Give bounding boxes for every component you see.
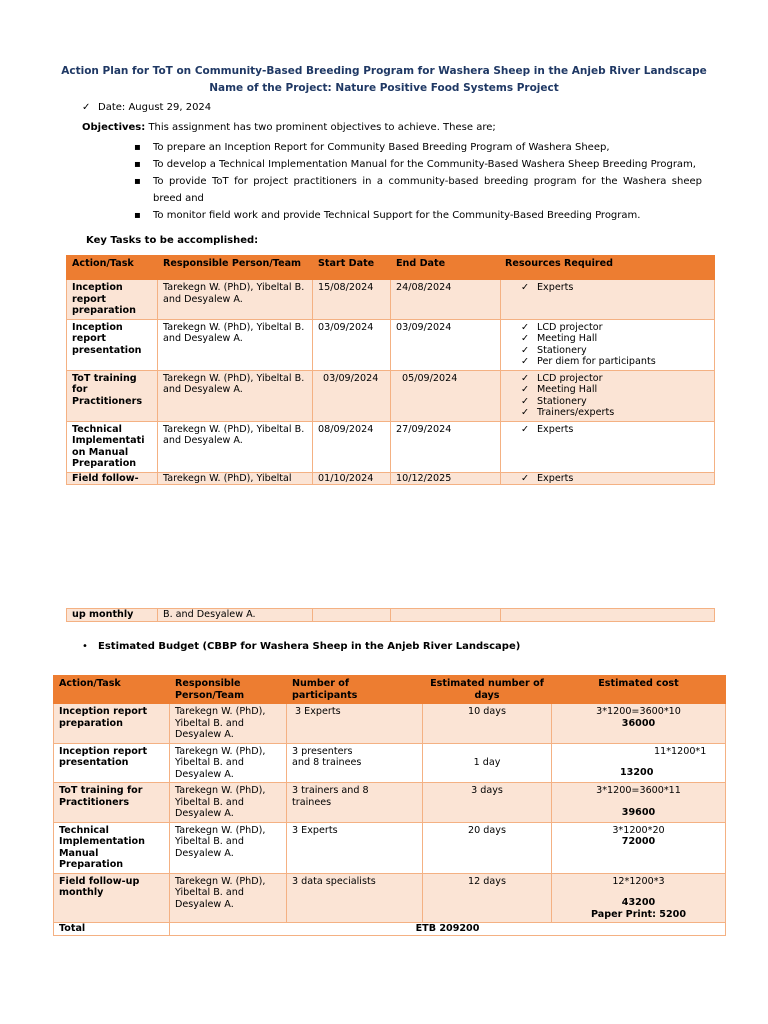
column-header: Estimated cost (552, 676, 726, 704)
table-row (67, 609, 715, 622)
cost-cell (552, 704, 726, 744)
cost-total: 72000 (621, 836, 656, 847)
cost-formula: 3*1200=3600*10 (596, 706, 681, 717)
task-cell: Inception report presentation (54, 743, 170, 783)
end-date-cell: 05/09/2024 (391, 370, 501, 421)
days-cell: 1 day (423, 743, 552, 783)
end-date-cell: 03/09/2024 (391, 319, 501, 370)
person-cell: Tarekegn W. (PhD), Yibeltal B. and Desyalew A. (158, 280, 313, 320)
resources-cell (501, 319, 715, 370)
start-date-cell: 03/09/2024 (313, 370, 391, 421)
cost-cell (552, 783, 726, 823)
cost-total: 36000 (621, 717, 656, 729)
action-plan-table (66, 255, 715, 485)
table-row (67, 280, 715, 320)
resource-item: ✓ Stationery (521, 345, 709, 357)
objective-item: ▪ To provide ToT for project practitioners in a community-based breeding program for the Washera sheep breed and (134, 173, 702, 207)
person-cell: Tarekegn W. (PhD), Yibeltal B. and Desyalew A. (158, 421, 313, 472)
column-header: Responsible Person/Team (158, 256, 313, 280)
task-cell: Inception report preparation (67, 280, 158, 320)
cost-total: 13200 (620, 767, 654, 778)
person-cell: Tarekegn W. (PhD), Yibeltal B. and Desyalew A. (170, 704, 287, 744)
cost-total: 39600 (621, 806, 656, 818)
person-cell: Tarekegn W. (PhD), Yibeltal B. and Desyalew A. (158, 370, 313, 421)
budget-table (53, 675, 726, 936)
start-date-cell: 15/08/2024 (313, 280, 391, 320)
objectives-intro-text: This assignment has two prominent objectives to achieve. These are; (145, 122, 496, 133)
table-row (54, 743, 726, 783)
table-row (67, 421, 715, 472)
end-date-cell: 27/09/2024 (391, 421, 501, 472)
resources-cell (501, 472, 715, 485)
start-date-cell: 03/09/2024 (313, 319, 391, 370)
end-date-cell: 24/08/2024 (391, 280, 501, 320)
column-header: Resources Required (501, 256, 715, 280)
table-header-row (67, 256, 715, 280)
column-header: Action/Task (67, 256, 158, 280)
cost-formula: 11*1200*1 (654, 745, 707, 757)
resource-item: ✓ Experts (521, 424, 709, 436)
start-date-cell: 08/09/2024 (313, 421, 391, 472)
budget-heading-text: Estimated Budget (CBBP for Washera Sheep in the Anjeb River Landscape) (98, 641, 521, 652)
participants-text: 3 trainers and 8 trainees (292, 785, 369, 808)
resource-item: ✓ Experts (521, 473, 709, 485)
resource-item: ✓ Per diem for participants (521, 356, 709, 368)
table-row (54, 873, 726, 923)
cost-extra: Paper Print: 5200 (590, 908, 687, 920)
participants-cell: 3 Experts (287, 704, 423, 744)
resource-item: ✓ Meeting Hall (521, 384, 709, 396)
document-title: Action Plan for ToT on Community-Based Breeding Program for Washera Sheep in the Anjeb River Landscape (61, 65, 707, 77)
person-cell: Tarekegn W. (PhD), Yibeltal B. and Desyalew A. (170, 783, 287, 823)
participants-cell: 3 Experts (287, 822, 423, 873)
objectives-intro (82, 122, 712, 133)
key-tasks-heading: Key Tasks to be accomplished: (86, 235, 259, 246)
resource-item: ✓ Meeting Hall (521, 333, 709, 345)
action-plan-table-continued (66, 608, 715, 622)
table-row (67, 319, 715, 370)
project-name: Name of the Project: Nature Positive Food Systems Project (209, 82, 559, 94)
budget-heading (82, 641, 520, 652)
column-header: Number of participants (287, 676, 423, 704)
resources-cell (501, 280, 715, 320)
cost-total: 43200 (621, 897, 656, 908)
resource-item: ✓ Stationery (521, 396, 709, 408)
person-cell: Tarekegn W. (PhD), Yibeltal B. and Desyalew A. (170, 822, 287, 873)
end-date-cell: 10/12/2025 (391, 472, 501, 485)
days-cell: 20 days (423, 822, 552, 873)
person-cell: Tarekegn W. (PhD), Yibeltal B. and Desyalew A. (170, 743, 287, 783)
cost-formula: 3*1200*20 (612, 824, 665, 836)
cost-formula: 12*1200*3 (612, 875, 665, 887)
objective-item: ▪ To prepare an Inception Report for Community Based Breeding Program of Washera Sheep, (134, 139, 702, 156)
table-row (67, 472, 715, 485)
table-header-row (54, 676, 726, 704)
column-header: Start Date (313, 256, 391, 280)
person-cell: Tarekegn W. (PhD), Yibeltal (158, 472, 313, 485)
resources-cell (501, 609, 715, 622)
person-cell: B. and Desyalew A. (158, 609, 313, 622)
participants-text: 3 presenters and 8 trainees (292, 745, 362, 768)
days-cell: 12 days (423, 873, 552, 923)
task-cell: Technical Implementati on Manual Preparation (67, 421, 158, 472)
total-value: ETB 209200 (170, 923, 726, 936)
resource-item: ✓ Experts (521, 282, 709, 294)
task-cell: Technical Implementation Manual Preparation (54, 822, 170, 873)
objective-item: ▪ To monitor field work and provide Technical Support for the Community-Based Breeding Program. (134, 207, 702, 224)
objectives-label: Objectives: (82, 122, 146, 133)
person-cell: Tarekegn W. (PhD), Yibeltal B. and Desyalew A. (170, 873, 287, 923)
task-cell: ToT training for Practitioners (67, 370, 158, 421)
date-line (82, 102, 211, 113)
table-row (67, 370, 715, 421)
participants-cell: 3 data specialists (287, 873, 423, 923)
task-cell: up monthly (67, 609, 158, 622)
objective-item: ▪ To develop a Technical Implementation Manual for the Community-Based Washera Sheep Breeding Program, (134, 156, 702, 173)
cost-cell (552, 873, 726, 923)
objectives-list (134, 139, 702, 224)
cost-cell (552, 743, 726, 783)
cost-formula: 3*1200=3600*11 (596, 785, 681, 796)
total-label: Total (54, 923, 170, 936)
checkmark-icon: ✓ (82, 102, 91, 113)
participants-cell (287, 783, 423, 823)
resource-item: ✓ LCD projector (521, 373, 709, 385)
task-cell: Field follow-up monthly (54, 873, 170, 923)
column-header: Responsible Person/Team (170, 676, 287, 704)
days-cell: 3 days (423, 783, 552, 823)
participants-cell (287, 743, 423, 783)
column-header: Action/Task (54, 676, 170, 704)
task-cell: ToT training for Practitioners (54, 783, 170, 823)
bullet-icon: • (82, 641, 88, 652)
table-row (54, 704, 726, 744)
start-date-cell: 01/10/2024 (313, 472, 391, 485)
resource-item: ✓ LCD projector (521, 322, 709, 334)
end-date-cell (391, 609, 501, 622)
task-cell: Field follow- (67, 472, 158, 485)
days-cell: 10 days (423, 704, 552, 744)
table-row (54, 783, 726, 823)
resource-item: ✓ Trainers/experts (521, 407, 709, 419)
date-text: Date: August 29, 2024 (98, 102, 212, 113)
task-cell: Inception report preparation (54, 704, 170, 744)
task-cell: Inception report presentation (67, 319, 158, 370)
resources-cell (501, 421, 715, 472)
table-row (54, 822, 726, 873)
start-date-cell (313, 609, 391, 622)
column-header: Estimated number of days (423, 676, 552, 704)
cost-cell (552, 822, 726, 873)
resources-cell (501, 370, 715, 421)
person-cell: Tarekegn W. (PhD), Yibeltal B. and Desyalew A. (158, 319, 313, 370)
column-header: End Date (391, 256, 501, 280)
total-row (54, 923, 726, 936)
